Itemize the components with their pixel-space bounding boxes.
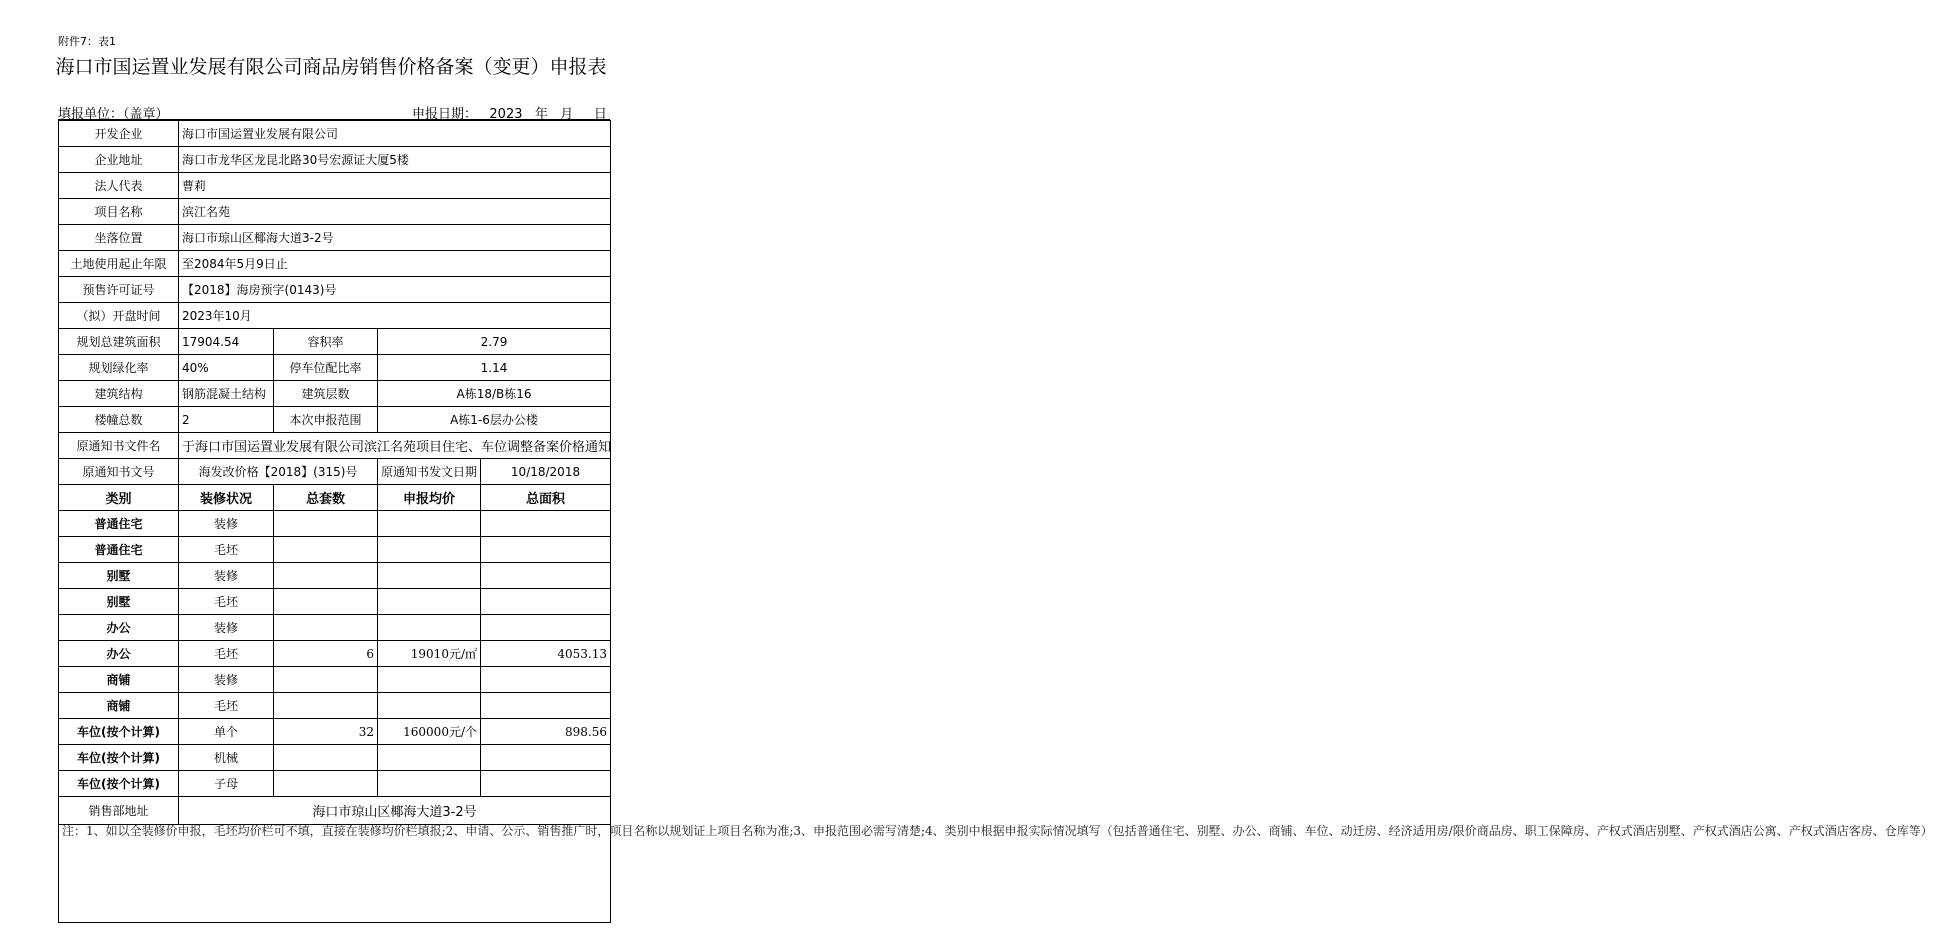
- info-row-buildings: [59, 407, 611, 433]
- header-decoration: 装修状况: [179, 485, 274, 511]
- row-units: [274, 615, 378, 641]
- project-value: 滨江名苑: [179, 199, 611, 225]
- row-area: [481, 667, 611, 693]
- land-value: 至2084年5月9日止: [179, 251, 611, 277]
- far-label: 容积率: [274, 329, 378, 355]
- table-row: [59, 563, 611, 589]
- row-decoration: 装修: [179, 511, 274, 537]
- row-price: 19010元/㎡: [378, 641, 481, 667]
- developer-label: 开发企业: [59, 121, 179, 147]
- permit-value: 【2018】海房预字(0143)号: [179, 277, 611, 303]
- notice-date-value: 10/18/2018: [481, 459, 611, 485]
- permit-label: 预售许可证号: [59, 277, 179, 303]
- row-decoration: 毛坯: [179, 641, 274, 667]
- table-row: [59, 615, 611, 641]
- page-title: 海口市国运置业发展有限公司商品房销售价格备案（变更）申报表: [55, 56, 607, 78]
- table-row: [59, 537, 611, 563]
- info-row-structure: [59, 381, 611, 407]
- row-category: 商铺: [59, 667, 179, 693]
- info-row-legal: [59, 173, 611, 199]
- row-price: [378, 771, 481, 797]
- row-area: [481, 589, 611, 615]
- parking-ratio-label: 停车位配比率: [274, 355, 378, 381]
- row-area: 4053.13: [481, 641, 611, 667]
- table-row: [59, 745, 611, 771]
- developer-value: 海口市国运置业发展有限公司: [179, 121, 611, 147]
- sales-office-value: 海口市琼山区椰海大道3-2号: [179, 797, 611, 825]
- address-label: 企业地址: [59, 147, 179, 173]
- row-price: [378, 511, 481, 537]
- row-category: 普通住宅: [59, 537, 179, 563]
- info-row-area: [59, 329, 611, 355]
- row-category: 车位(按个计算): [59, 719, 179, 745]
- row-price: [378, 693, 481, 719]
- row-decoration: 装修: [179, 563, 274, 589]
- row-area: [481, 537, 611, 563]
- green-label: 规划绿化率: [59, 355, 179, 381]
- row-decoration: 装修: [179, 667, 274, 693]
- info-row-developer: [59, 121, 611, 147]
- row-price: [378, 589, 481, 615]
- legal-value: 曹莉: [179, 173, 611, 199]
- row-decoration: 单个: [179, 719, 274, 745]
- floors-value: A栋18/B栋16: [378, 381, 611, 407]
- row-category: 商铺: [59, 693, 179, 719]
- info-row-permit: [59, 277, 611, 303]
- location-value: 海口市琼山区椰海大道3-2号: [179, 225, 611, 251]
- scope-label: 本次申报范围: [274, 407, 378, 433]
- row-units: [274, 511, 378, 537]
- notice-no-label: 原通知书文号: [59, 459, 179, 485]
- table-row: [59, 641, 611, 667]
- project-label: 项目名称: [59, 199, 179, 225]
- row-price: [378, 667, 481, 693]
- row-units: [274, 563, 378, 589]
- notice-no-value: 海发改价格【2018】(315)号: [179, 459, 378, 485]
- info-row-address: [59, 147, 611, 173]
- row-units: [274, 667, 378, 693]
- row-units: [274, 745, 378, 771]
- table-row: [59, 693, 611, 719]
- row-area: [481, 693, 611, 719]
- row-units: [274, 537, 378, 563]
- address-value: 海口市龙华区龙昆北路30号宏源证大厦5楼: [179, 147, 611, 173]
- row-units: 32: [274, 719, 378, 745]
- notice-name-label: 原通知书文件名: [59, 433, 179, 459]
- row-price: 160000元/个: [378, 719, 481, 745]
- row-units: [274, 589, 378, 615]
- opening-value: 2023年10月: [179, 303, 611, 329]
- row-decoration: 毛坯: [179, 589, 274, 615]
- structure-value: 钢筋混凝土结构: [179, 381, 274, 407]
- info-row-location: [59, 225, 611, 251]
- row-decoration: 毛坯: [179, 537, 274, 563]
- legal-label: 法人代表: [59, 173, 179, 199]
- area-label: 规划总建筑面积: [59, 329, 179, 355]
- row-price: [378, 745, 481, 771]
- info-row-project: [59, 199, 611, 225]
- row-area: [481, 745, 611, 771]
- area-value: 17904.54: [179, 329, 274, 355]
- row-area: [481, 563, 611, 589]
- sales-office-row: [59, 797, 611, 825]
- row-area: [481, 615, 611, 641]
- table-row: [59, 589, 611, 615]
- row-decoration: 装修: [179, 615, 274, 641]
- header-area: 总面积: [481, 485, 611, 511]
- table-row: [59, 511, 611, 537]
- row-area: 898.56: [481, 719, 611, 745]
- row-category: 办公: [59, 615, 179, 641]
- opening-label: （拟）开盘时间: [59, 303, 179, 329]
- header-units: 总套数: [274, 485, 378, 511]
- row-area: [481, 511, 611, 537]
- table-header-row: [59, 485, 611, 511]
- sales-office-label: 销售部地址: [59, 797, 179, 825]
- row-category: 别墅: [59, 563, 179, 589]
- info-row-green: [59, 355, 611, 381]
- row-units: 6: [274, 641, 378, 667]
- green-value: 40%: [179, 355, 274, 381]
- buildings-value: 2: [179, 407, 274, 433]
- row-category: 普通住宅: [59, 511, 179, 537]
- row-decoration: 机械: [179, 745, 274, 771]
- row-category: 车位(按个计算): [59, 771, 179, 797]
- row-category: 别墅: [59, 589, 179, 615]
- row-price: [378, 563, 481, 589]
- note-row: [59, 825, 611, 923]
- info-row-opening: [59, 303, 611, 329]
- row-decoration: 毛坯: [179, 693, 274, 719]
- far-value: 2.79: [378, 329, 611, 355]
- buildings-label: 楼幢总数: [59, 407, 179, 433]
- info-row-land: [59, 251, 611, 277]
- header-category: 类别: [59, 485, 179, 511]
- info-row-notice-no: [59, 459, 611, 485]
- row-units: [274, 771, 378, 797]
- table-row: [59, 667, 611, 693]
- footnote: 注：1、如以全装修价申报，毛坯均价栏可不填，直接在装修均价栏填报;2、申请、公示、销售推广时，项目名称以规划证上项目名称为准;3、申报范围必需写清楚;4、类别中根据申报实际情况填写（包括普通住宅、别墅、办公、商铺、车位、动迁房、经济适用房/限价商品房、职工保障房、产权式酒店别墅、产权式酒店公寓、产权式酒店客房、仓库等）: [59, 825, 611, 923]
- land-label: 土地使用起止年限: [59, 251, 179, 277]
- row-decoration: 子母: [179, 771, 274, 797]
- row-category: 车位(按个计算): [59, 745, 179, 771]
- row-price: [378, 537, 481, 563]
- info-row-notice-name: [59, 433, 611, 459]
- report-date-label: 申报日期： 2023 年 月 日: [412, 107, 607, 122]
- row-area: [481, 771, 611, 797]
- row-category: 办公: [59, 641, 179, 667]
- floors-label: 建筑层数: [274, 381, 378, 407]
- row-price: [378, 615, 481, 641]
- structure-label: 建筑结构: [59, 381, 179, 407]
- scope-value: A栋1-6层办公楼: [378, 407, 611, 433]
- parking-ratio-value: 1.14: [378, 355, 611, 381]
- table-row: [59, 771, 611, 797]
- table-row: [59, 719, 611, 745]
- notice-name-value: 于海口市国运置业发展有限公司滨江名苑项目住宅、车位调整备案价格通知: [179, 433, 611, 459]
- filler-label: 填报单位：（盖章）: [58, 107, 169, 122]
- attachment-label: 附件7：表1: [58, 35, 116, 48]
- notice-date-label: 原通知书发文日期: [378, 459, 481, 485]
- header-price: 申报均价: [378, 485, 481, 511]
- declaration-table: [58, 120, 1933, 923]
- row-units: [274, 693, 378, 719]
- location-label: 坐落位置: [59, 225, 179, 251]
